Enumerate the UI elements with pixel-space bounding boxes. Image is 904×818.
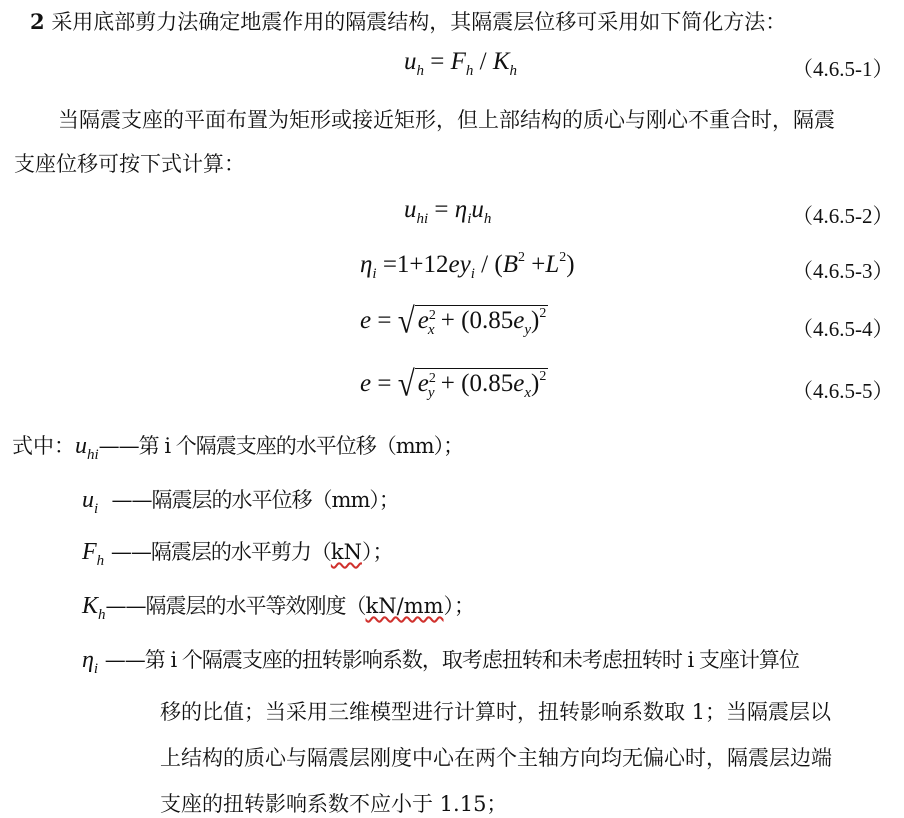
item-number: 2 (30, 9, 45, 34)
eta-description-line-1: ——第 i 个隔震支座的扭转影响系数，取考虑扭转和未考虑扭转时 i 支座计算位 (104, 648, 799, 672)
fh-description: ——隔震层的水平剪力（ (110, 540, 331, 564)
equation-1: $u_h = F_h / K_h$ (404, 48, 518, 79)
where-row-fh: $F_h$ ——隔震层的水平剪力（kN）； (82, 539, 394, 569)
where-row-eta: $\eta_i$ ——第 i 个隔震支座的扭转影响系数，取考虑扭转和未考虑扭转时 i 支座计算位 (82, 647, 799, 677)
equation-number-3: （4.6.5-3） (792, 259, 894, 283)
fh-unit: kN (330, 540, 362, 564)
paragraph-line-1: 当隔震支座的平面布置为矩形或接近矩形，但上部结构的质心与刚心不重合时，隔震 (58, 108, 835, 132)
kh-description: ——隔震层的水平等效刚度（ (105, 594, 366, 618)
kh-unit: kN/mm (365, 594, 444, 618)
ui-description: ——隔震层的水平位移（mm）； (111, 488, 399, 512)
uhi-description: ——第 i 个隔震支座的水平位移（mm）； (98, 434, 464, 458)
equation-number-5: （4.6.5-5） (792, 379, 894, 403)
equation-number-4: （4.6.5-4） (792, 317, 894, 341)
intro-text: 采用底部剪力法确定地震作用的隔震结构，其隔震层位移可采用如下简化方法： (51, 10, 787, 34)
eta-description-line-2: 移的比值；当采用三维模型进行计算时，扭转影响系数取 1；当隔震层以 (160, 700, 832, 724)
kh-description-end: ）； (443, 594, 476, 618)
equation-5: e = √ $e^2_y + (0.85e_x)^2$ (360, 363, 547, 404)
intro-line (30, 6, 786, 36)
where-row-uhi: 式中：$u_{hi}——$第 i 个隔震支座的水平位移（mm）； (12, 433, 464, 463)
equation-2: $u_{hi} = \eta_iu_h$ (404, 196, 492, 227)
equation-4: e = √ $e^2_x + (0.85e_y)^2$ (360, 300, 547, 341)
paragraph-line-2: 支座位移可按下式计算： (14, 152, 245, 176)
fh-description-end: ）； (361, 540, 394, 564)
where-row-ui: $u_i$ ——隔震层的水平位移（mm）； (82, 487, 399, 517)
equation-3: $\eta_i =1+12ey_i / (B^2 +L^2)$ (360, 250, 575, 282)
equation-number-1: （4.6.5-1） (792, 57, 894, 81)
eta-description-line-3: 上结构的质心与隔震层刚度中心在两个主轴方向均无偏心时，隔震层边端 (160, 746, 832, 770)
eta-description-line-4: 支座的扭转影响系数不应小于 1.15； (160, 792, 508, 816)
where-label: 式中： (12, 434, 75, 458)
equation-number-2: （4.6.5-2） (792, 204, 894, 228)
where-row-kh: $K_h——$隔震层的水平等效刚度（kN/mm）； (82, 593, 476, 623)
